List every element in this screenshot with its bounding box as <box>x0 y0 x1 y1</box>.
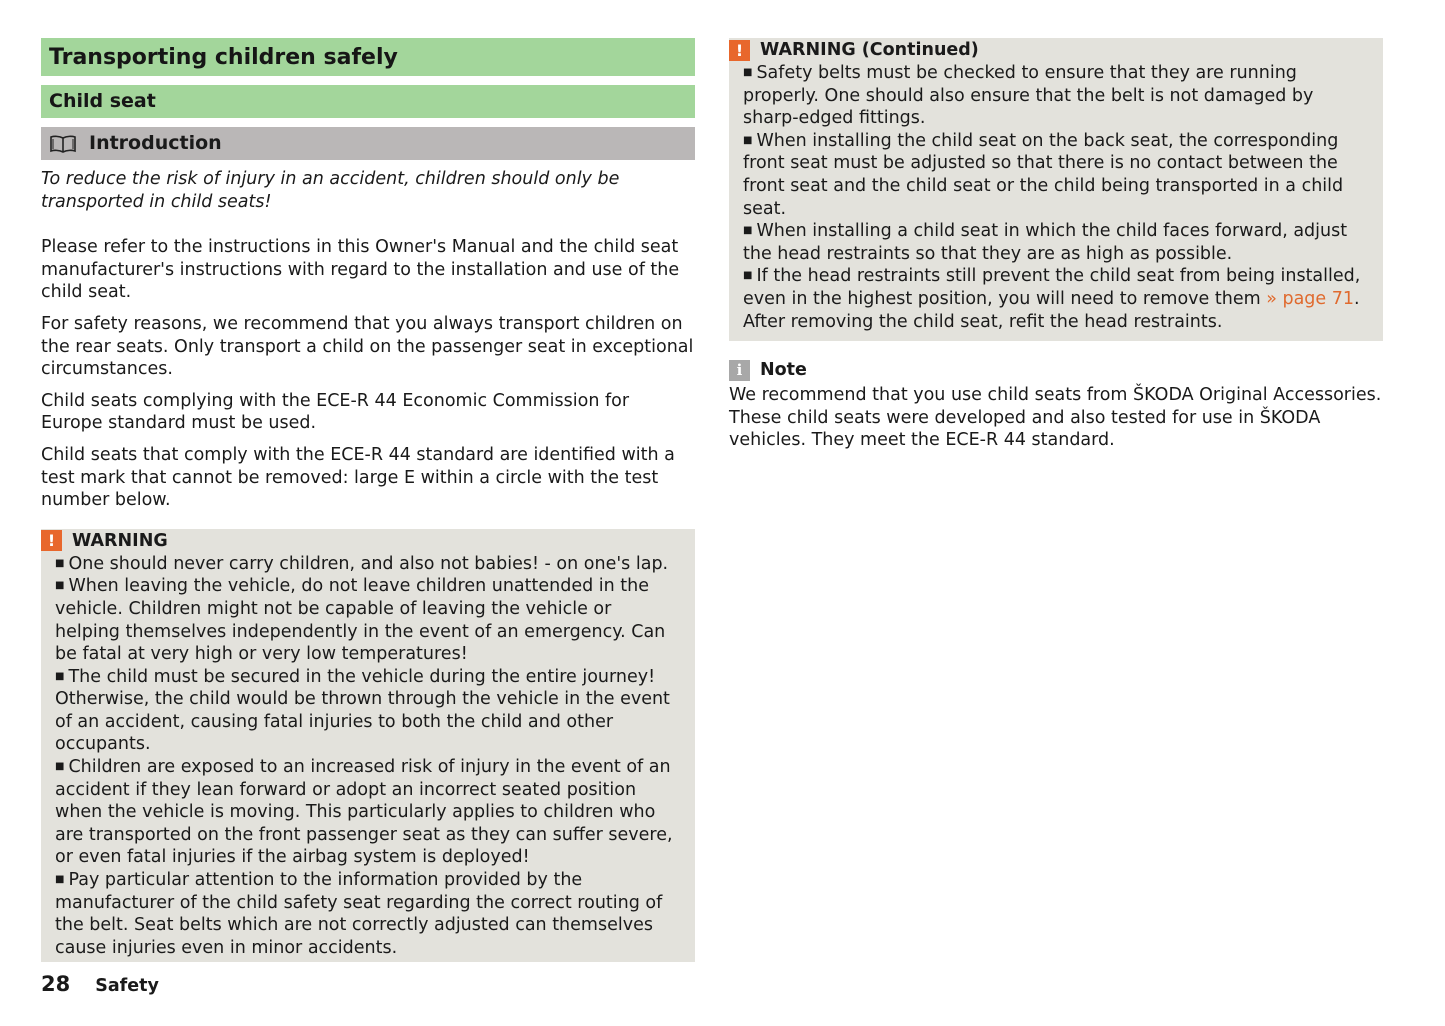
warning-item <box>55 575 681 665</box>
left-column <box>41 38 695 962</box>
bullet-icon: ■ <box>55 670 65 682</box>
intro-paragraph: Child seats that comply with the ECE-R 44 standard are identified with a test mark that cannot be removed: large E within a circle with the test number below. <box>41 444 675 511</box>
bullet-icon: ■ <box>55 761 65 773</box>
warning-item <box>743 62 1369 130</box>
bullet-icon: ■ <box>743 134 753 146</box>
warning-header <box>41 529 681 553</box>
warning-item <box>743 130 1369 220</box>
warning-item <box>55 756 681 869</box>
warning-item <box>55 553 681 576</box>
warning-title: WARNING <box>72 530 168 551</box>
intro-paragraph: For safety reasons, we recommend that you always transport children on the rear seats. Only transport a child on the passenger seat in exceptional circumstances. <box>41 313 694 380</box>
warning-item-text: One should never carry children, and also not babies! - on one's lap. <box>68 553 669 574</box>
intro-bar <box>41 127 695 160</box>
bullet-icon: ■ <box>743 225 753 237</box>
page-title: Transporting children safely <box>41 38 695 76</box>
warning-item-text: . After removing the child seat, refit the head restraints. <box>743 288 1360 332</box>
warning-continued-title: WARNING (Continued) <box>760 40 979 60</box>
info-icon: i <box>729 360 750 381</box>
warning-item <box>55 869 681 959</box>
note-title: Note <box>760 360 807 381</box>
bullet-icon: ■ <box>55 580 65 592</box>
warning-item-text: When installing a child seat in which the child faces forward, adjust the head restraints so that they are as high as possible. <box>743 221 1348 264</box>
bullet-icon: ■ <box>55 557 65 569</box>
page-reference-link[interactable]: » page 71 <box>1266 288 1355 309</box>
footer-section-name: Safety <box>95 976 159 996</box>
note-text: We recommend that you use child seats from ŠKODA Original Accessories. These child seats were developed and also tested for use in ŠKODA vehicles. They meet the ECE-R 44 standard. <box>729 385 1382 451</box>
warning-continued-box <box>729 38 1383 341</box>
warning-continued-header <box>729 38 1369 62</box>
page-footer <box>41 972 159 996</box>
warning-item-text: Children are exposed to an increased risk of injury in the event of an accident if they lean forward or adopt an incorrect seated position when the vehicle is moving. This particularly applies to children who are transported on the front passenger seat as they can suffer severe, or even fatal injuries if the airbag system is deployed! <box>55 757 673 868</box>
note-header <box>729 358 1383 382</box>
intro-lead: To reduce the risk of injury in an accident, children should only be transported in child seats! <box>41 169 620 212</box>
warning-item <box>55 666 681 756</box>
warning-item-text: The child must be secured in the vehicle during the entire journey! Otherwise, the child would be thrown through the vehicle in the event of an accident, causing fatal injuries to both the child and other occupants. <box>55 666 670 755</box>
warning-item-text: Pay particular attention to the information provided by the manufacturer of the child safety seat regarding the correct routing of the belt. Seat belts which are not correctly adjusted can themselves cause injuries even in minor accidents. <box>55 870 663 958</box>
bullet-icon: ■ <box>55 874 65 886</box>
warning-item-text: Safety belts must be checked to ensure that they are running properly. One should also ensure that the belt is not damaged by sharp-edged fittings. <box>743 63 1314 129</box>
warning-box <box>41 529 695 963</box>
intro-paragraph: Please refer to the instructions in this Owner's Manual and the child seat manufacturer's instructions with regard to the installation and use of the child seat. <box>41 237 680 303</box>
intro-label: Introduction <box>89 132 222 154</box>
warning-icon: ! <box>41 530 62 551</box>
intro-paragraph: Child seats complying with the ECE-R 44 Economic Commission for Europe standard must be used. <box>41 390 630 434</box>
bullet-icon: ■ <box>743 67 753 78</box>
page-number: 28 <box>41 972 71 996</box>
warning-item <box>743 265 1369 333</box>
warning-item-text: When leaving the vehicle, do not leave children unattended in the vehicle. Children might not be capable of leaving the vehicle or helping themselves independently in the event of an emergency. Can be fatal at very high or very low temperatures! <box>55 576 666 665</box>
section-subtitle: Child seat <box>41 85 695 118</box>
warning-icon: ! <box>729 40 750 61</box>
book-icon <box>49 135 77 153</box>
warning-item-text: If the head restraints still prevent the child seat from being installed, even in the highest position, you will need to remove them <box>743 266 1361 309</box>
right-column <box>729 38 1383 452</box>
warning-item <box>743 220 1369 265</box>
bullet-icon: ■ <box>743 270 753 282</box>
warning-item-text: When installing the child seat on the back seat, the corresponding front seat must be adjusted so that there is no contact between the front seat and the child seat or the child being transported in a child seat. <box>743 130 1344 219</box>
